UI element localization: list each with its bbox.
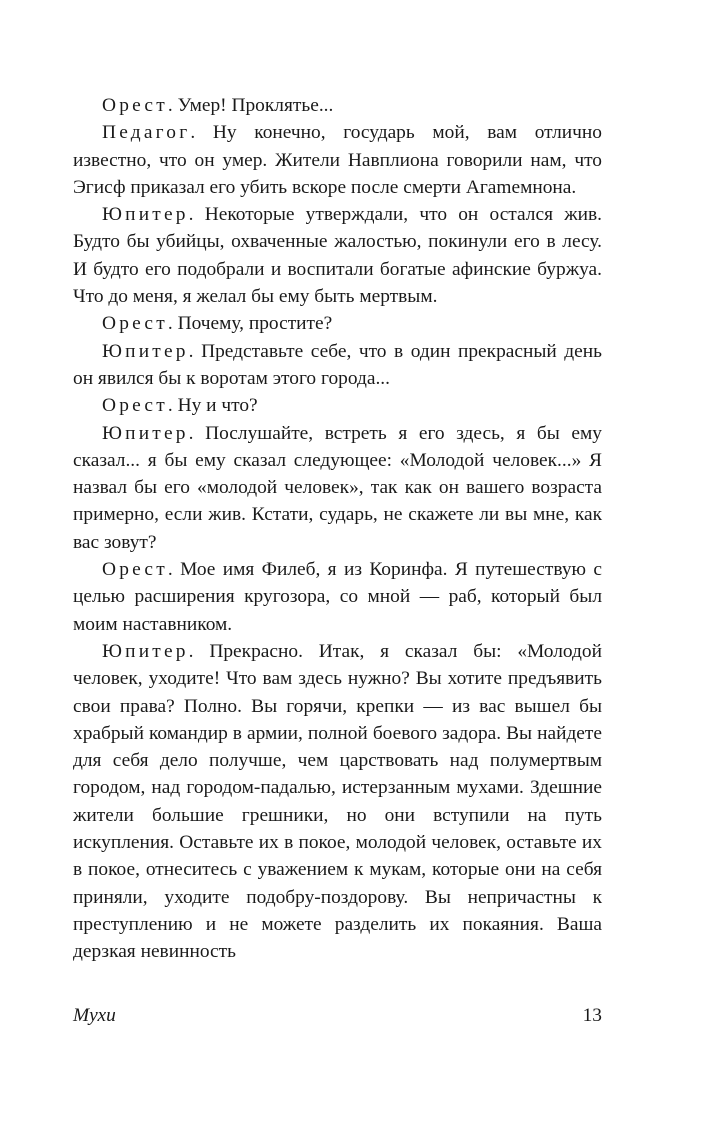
page-body [73,92,602,966]
dialogue-paragraph: Педагог. Ну конечно, государь мой, вам отлично известно, что он умер. Жители Навплиона говорили нам, что Эгисф приказал его убить вскоре после смерти Агаmемнона. [73,122,603,198]
page-footer [73,1005,602,1027]
speech-text: Некоторые утверждали, что он остался жив. Будто бы убийцы, охваченные жалостью, покинули его в лесу. И будто его подобрали и воспитали богатые афинские буржуа. Что до меня, я желал бы ему быть мертвым. [73,204,602,308]
speech-text: Ну и что? [177,395,258,417]
speech-text: Представьте себе, что в один прекрасный день он явился бы к воротам этого города... [73,340,602,389]
speech-text: Почему, простите? [177,313,333,335]
speech-text: Послушайте, встреть я его здесь, я бы ему сказал... я бы ему сказал следующее: «Молодой человек...» Я назвал бы его «молодой человек», так как он вашего возраста примерно, если жив. Кстати, сударь, не скажете ли вы мне, как вас зовут? [73,422,602,553]
dialogue-paragraph: Орест. Умер! Проклятье... [102,95,334,116]
dialogue-paragraph: Юпитер. Некоторые утверждали, что он остался жив. Будто бы убийцы, охваченные жалостью, покинули его в лесу. И будто его подобрали и воспитали богатые афинские буржуа. Что до меня, я желал бы ему быть мертвым. [73,204,602,308]
speaker-name: Орест [102,395,168,417]
speaker-name: Орест [102,95,168,116]
speaker-name: Юпитер [102,340,189,362]
speaker-name: Юпитер [102,640,189,662]
speech-text: Умер! Проклятье... [177,95,334,116]
speaker-name: Орест [102,559,168,581]
speaker-name: Юпитер [102,422,189,444]
dialogue-paragraph: Юпитер. Представьте себе, что в один прекрасный день он явился бы к воротам этого города... [73,340,602,389]
dialogue-paragraph: Орест. Почему, простите? [102,313,333,335]
speech-text: Ну конечно, государь мой, вам отлично известно, что он умер. Жители Навплиона говорили нам, что Эгисф приказал его убить вскоре после смерти Агаmемнона. [73,122,603,198]
speaker-name: Юпитер [102,204,189,226]
dialogue-paragraph: Орест. Мое имя Филеб, я из Коринфа. Я путешествую с целью расширения кругозора, со мной — раб, который был моим наставником. [73,559,602,635]
dialogue-paragraph: Юпитер. Прекрасно. Итак, я сказал бы: «Молодой человек, уходите! Что вам здесь нужно? Вы хотите предъявить свои права? Полно. Вы горячи, крепки — из вас вышел бы храбрый командир в армии, полной боевого задора. Вы найдете для себя дело получше, чем царствовать над полумертвым городом, над городом-падалью, истерзанным мухами. Здешние жители большие грешники, но они вступили на путь искупления. Оставьте их в покое, молодой человек, оставьте их в покое, отнеситесь с уважением к мукам, которые они на себя приняли, уходите подобру-поздорову. Вы непричастны к преступлению и не можете разделить их покаяния. Ваша дерзкая невинность [73,640,602,963]
page-number: 13 [582,1005,602,1026]
speaker-name: Педагог [102,122,191,144]
speech-text: Прекрасно. Итак, я сказал бы: «Молодой человек, уходите! Что вам здесь нужно? Вы хотите предъявить свои права? Полно. Вы горячи, крепки — из вас вышел бы храбрый командир в армии, полной боевого задора. Вы найдете для себя дело получше, чем царствовать над полумертвым городом, над городом-падалью, истерзанным мухами. Здешние жители большие грешники, но они вступили на путь искупления. Оставьте их в покое, молодой человек, оставьте их в покое, отнеситесь с уважением к мукам, которые они на себя приняли, уходите подобру-поздорову. Вы непричастны к преступлению и не можете разделить их покаяния. Ваша дерзкая невинность [73,640,602,963]
speaker-name: Орест [102,313,168,335]
speech-text: Мое имя Филеб, я из Коринфа. Я путешествую с целью расширения кругозора, со мной — раб, который был моим наставником. [73,559,602,635]
dialogue-paragraph: Юпитер. Послушайте, встреть я его здесь, я бы ему сказал... я бы ему сказал следующее: «Молодой человек...» Я назвал бы его «молодой человек», так как он вашего возраста примерно, если жив. Кстати, сударь, не скажете ли вы мне, как вас зовут? [73,422,602,553]
dialogue-paragraph: Орест. Ну и что? [102,395,258,417]
running-title: Мухи [73,1005,116,1026]
